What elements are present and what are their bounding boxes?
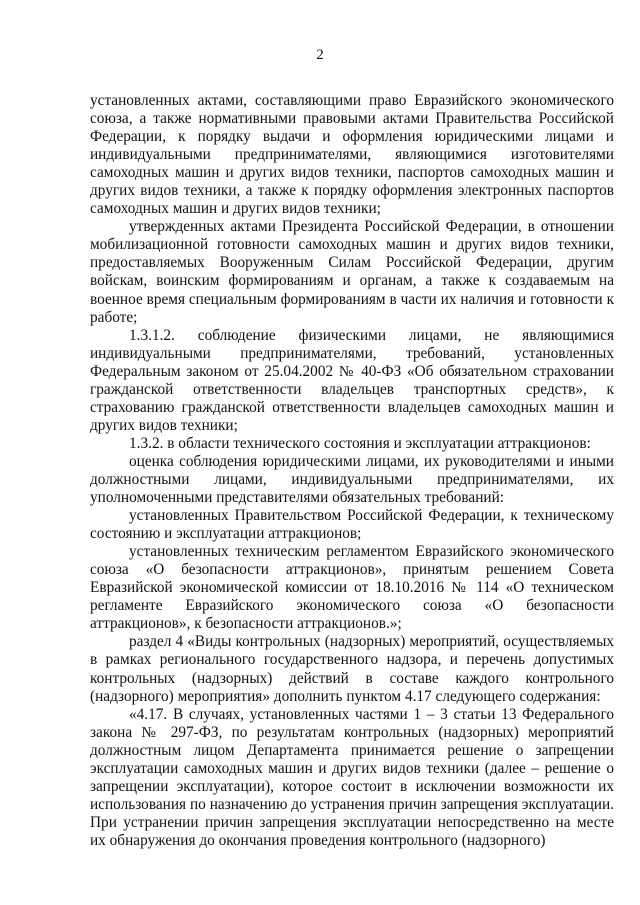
paragraph: утвержденных актами Президента Российской Федерации, в отношении мобилизационной готовности самоходных машин и других видов техники, предоставляемых Вооруженным Силам Российской Федерации, другим войскам, воинским формированиям и органам, а также к создаваемым на военное время специальным формированиям в части их наличия и готовности к работе; — [90, 218, 614, 326]
page-number: 2 — [316, 47, 324, 63]
paragraph: раздел 4 «Виды контрольных (надзорных) мероприятий, осуществляемых в рамках регионального государственного надзора, и перечень допустимых контрольных (надзорных) действий в составе каждого контрольного (надзорного) мероприятия» дополнить пунктом 4.17 следующего содержания: — [90, 633, 614, 705]
paragraph: установленных актами, составляющими право Евразийского экономического союза, а также нормативными правовыми актами Правительства Российской Федерации, к порядку выдачи и оформления юридическими лицами и индивидуальными предпринимателями, являющимися изготовителями самоходных машин и других видов техники, паспортов самоходных машин и других видов техники, а также к порядку оформления электронных паспортов самоходных машин и других видов техники; — [90, 92, 614, 218]
paragraph: 1.3.2. в области технического состояния и эксплуатации аттракционов: — [129, 434, 591, 452]
paragraph: «4.17. В случаях, установленных частями 1 – 3 статьи 13 Федерального закона № 297-ФЗ, по результатам контрольных (надзорных) мероприятий должностным лицом Департамента принимается решение о запрещении эксплуатации самоходных машин и других видов техники (далее – решение о запрещении эксплуатации), которое состоит в исключении возможности их использования по назначению до устранения причин запрещения эксплуатации. При устранении причин запрещения эксплуатации непосредственно на месте их обнаружения до окончания проведения контрольного (надзорного) — [90, 705, 614, 849]
paragraph: оценка соблюдения юридическими лицами, их руководителями и иными должностными лицами, индивидуальными предпринимателями, их уполномоченными представителями обязательных требований: — [90, 452, 614, 507]
paragraph: 1.3.1.2. соблюдение физическими лицами, не являющимися индивидуальными предпринимателями, требований, установленных Федеральным законом от 25.04.2002 № 40-ФЗ «Об обязательном страховании гражданской ответственности владельцев транспортных средств», к страхованию гражданской ответственности владельцев самоходных машин и других видов техники; — [90, 326, 614, 434]
paragraph: установленных техническим регламентом Евразийского экономического союза «О безопасности аттракционов», принятым решением Совета Евразийской экономической комиссии от 18.10.2016 № 114 «О техническом регламенте Евразийского экономического союза «О безопасности аттракционов», к безопасности аттракционов.»; — [90, 543, 614, 633]
document-body — [90, 92, 614, 850]
paragraph: установленных Правительством Российской Федерации, к техническому состоянию и эксплуатации аттракционов; — [90, 507, 614, 543]
